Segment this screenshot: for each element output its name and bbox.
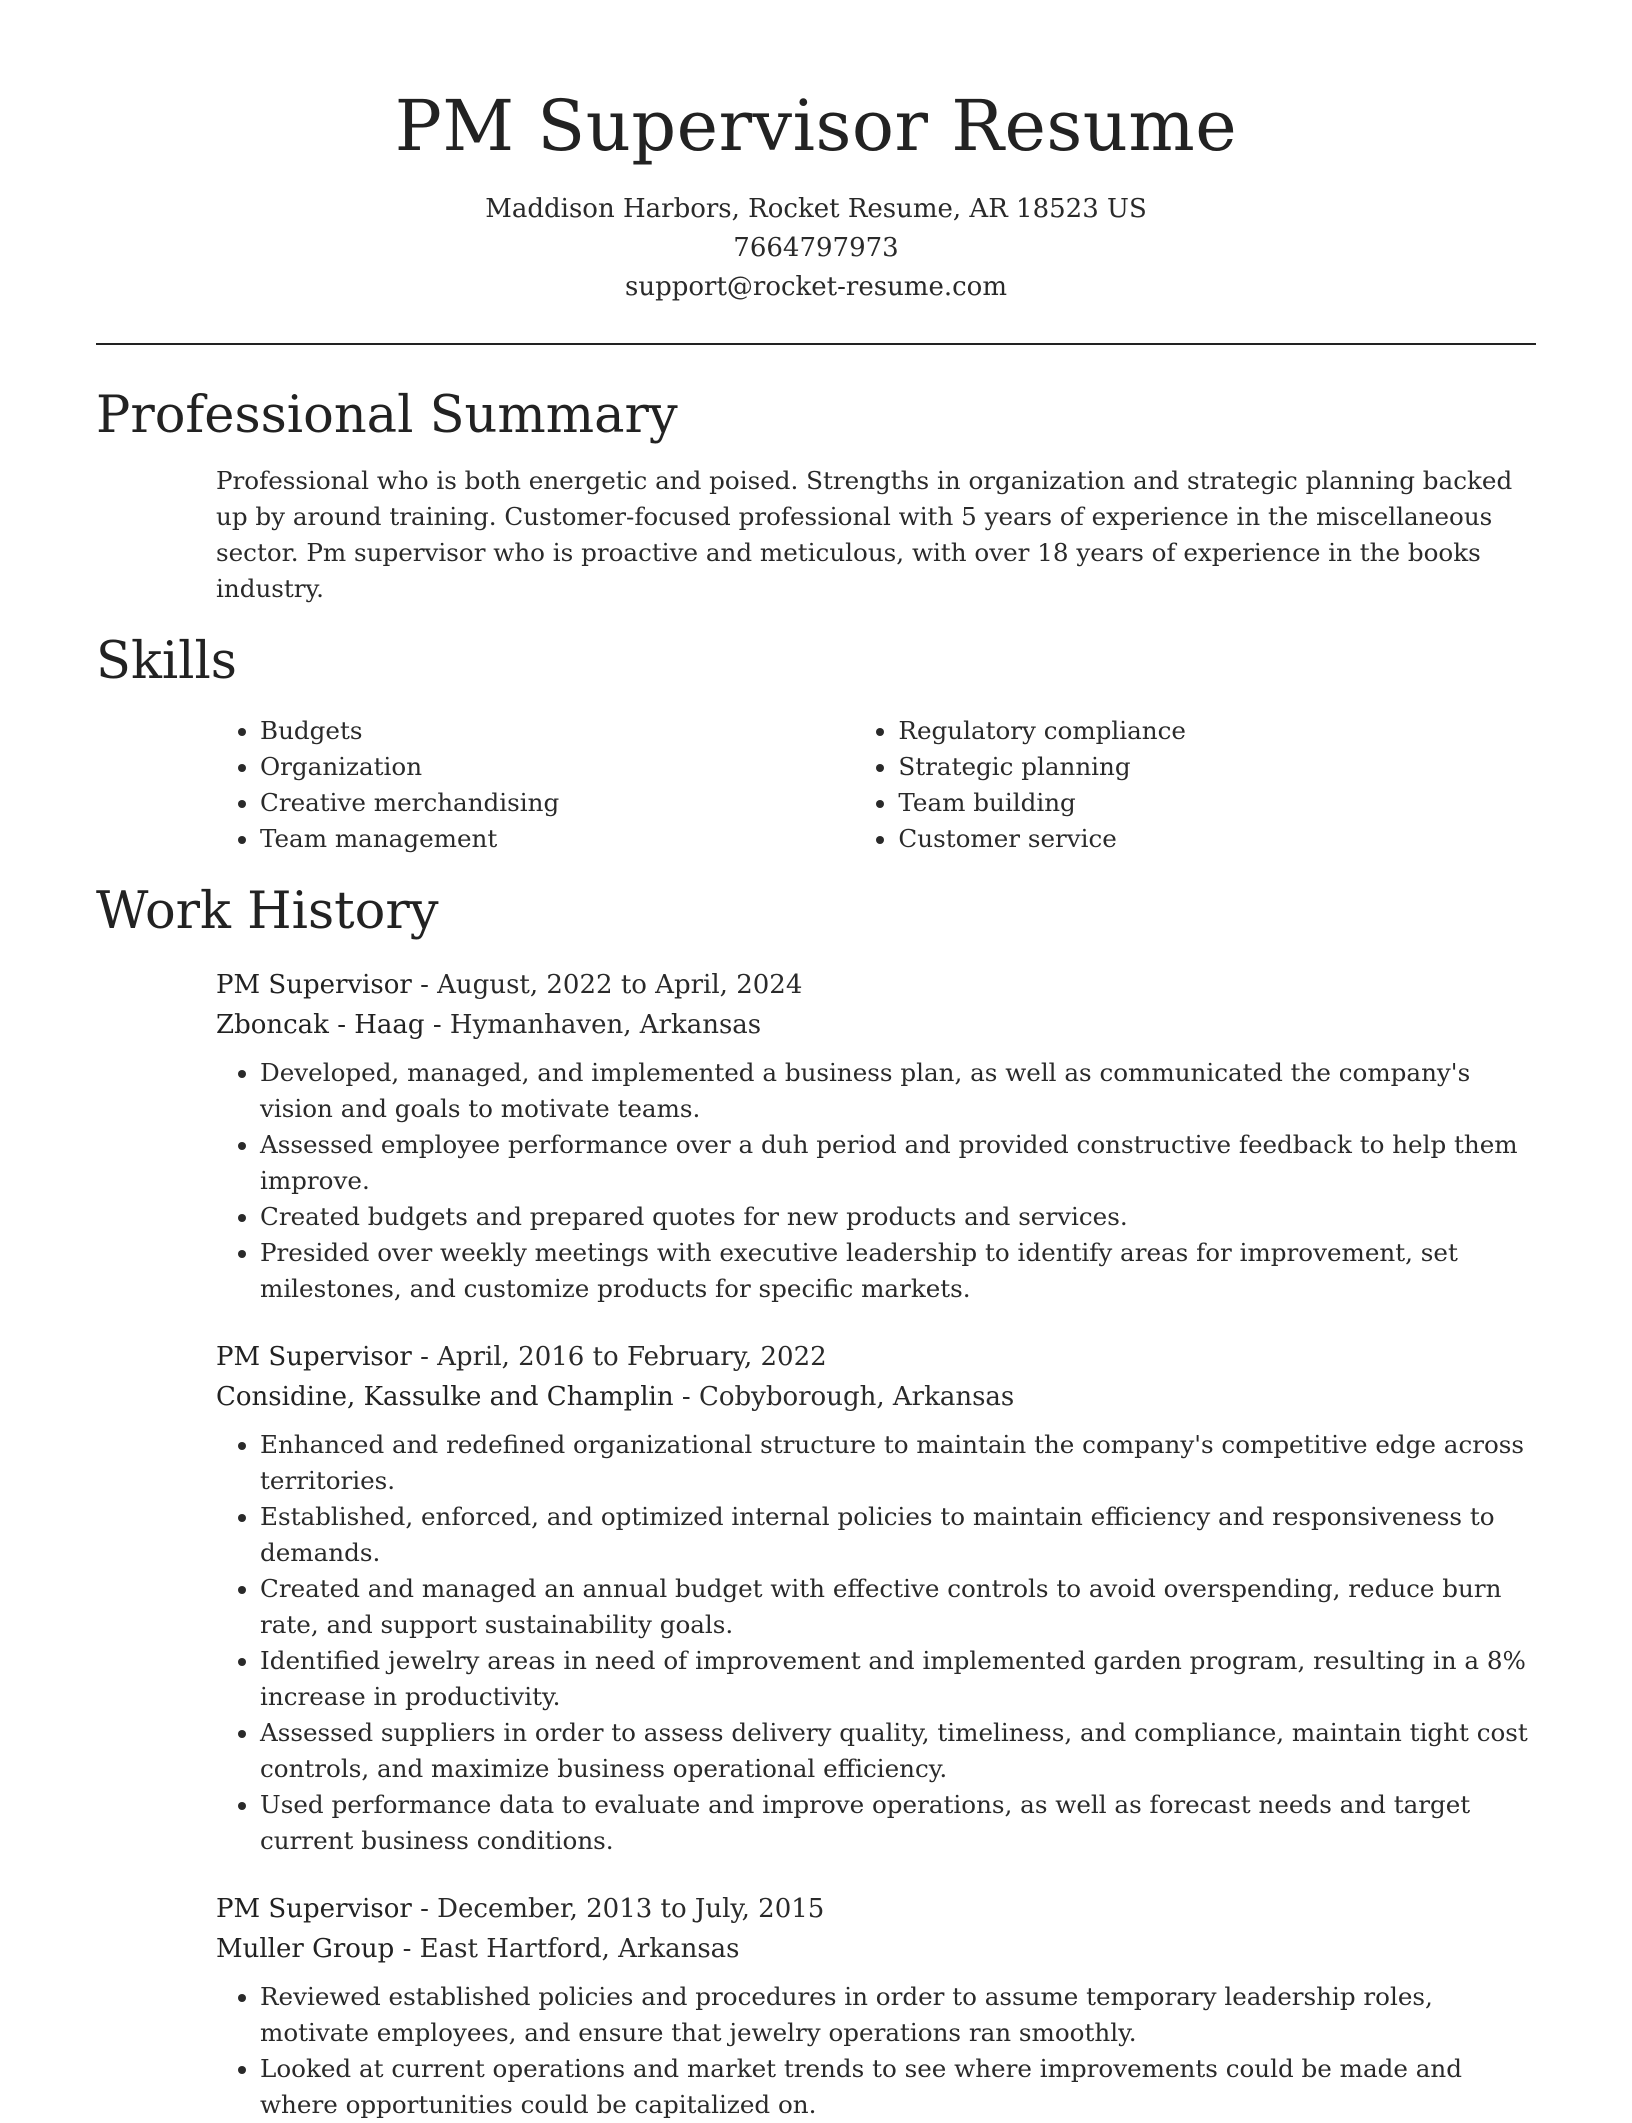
contact-email: support@rocket-resume.com [624, 272, 1007, 302]
job-location: Hymanhaven, Arkansas [449, 1010, 762, 1040]
job-title: PM Supervisor [216, 970, 412, 1000]
job-entry [216, 1337, 1536, 1859]
job-bullet: • Assessed employee performance over a duh period and provided constructive feedback to help them improve. [260, 1127, 1536, 1199]
work-history-heading: Work History [96, 882, 439, 941]
job-company-line: Considine, Kassulke and Champlin - Cobyborough, Arkansas [216, 1382, 1015, 1412]
job-title-line: PM Supervisor - April, 2016 to February, 2022 [216, 1342, 827, 1372]
job-location: Cobyborough, Arkansas [698, 1382, 1015, 1412]
header-divider [96, 343, 1536, 345]
skill-item: • Strategic planning [898, 749, 1536, 785]
job-bullet: • Assessed suppliers in order to assess delivery quality, timeliness, and compliance, maintain tight cost controls, and maximize business operational efficiency. [260, 1715, 1536, 1787]
job-company: Zboncak - Haag [216, 1010, 425, 1040]
job-title: PM Supervisor [216, 1342, 412, 1372]
job-bullets [216, 1979, 1536, 2123]
job-bullets [216, 1427, 1536, 1859]
job-bullet: • Used performance data to evaluate and improve operations, as well as forecast needs and target current business conditions. [260, 1787, 1536, 1859]
job-bullet: • Developed, managed, and implemented a business plan, as well as communicated the company's vision and goals to motivate teams. [260, 1055, 1536, 1127]
skill-item: • Budgets [260, 713, 854, 749]
job-bullet: • Established, enforced, and optimized internal policies to maintain efficiency and responsiveness to demands. [260, 1499, 1536, 1571]
job-bullet: • Identified jewelry areas in need of improvement and implemented garden program, resulting in a 8% increase in productivity. [260, 1643, 1536, 1715]
resume-page [96, 0, 1536, 2123]
job-bullet: • Looked at current operations and market trends to see where improvements could be made and where opportunities could be capitalized on. [260, 2051, 1536, 2123]
contact-info [96, 190, 1536, 307]
job-entry [216, 965, 1536, 1307]
job-title-line: PM Supervisor - August, 2022 to April, 2024 [216, 970, 803, 1000]
skills-heading: Skills [96, 632, 237, 691]
job-entry [216, 1889, 1536, 2123]
job-company: Muller Group [216, 1934, 395, 1964]
skill-item: • Team management [260, 821, 854, 857]
job-company-line: Zboncak - Haag - Hymanhaven, Arkansas [216, 1010, 762, 1040]
skills-column-1 [216, 713, 854, 857]
skills-column-2 [854, 713, 1536, 857]
job-dates: December, 2013 to July, 2015 [437, 1894, 825, 1924]
job-bullets [216, 1055, 1536, 1307]
skill-item: • Organization [260, 749, 854, 785]
job-dates: August, 2022 to April, 2024 [437, 970, 803, 1000]
resume-title: PM Supervisor Resume [394, 85, 1238, 167]
job-bullet: • Created budgets and prepared quotes for new products and services. [260, 1199, 1536, 1235]
summary-text: Professional who is both energetic and poised. Strengths in organization and strategic planning backed up by around training. Customer-focused professional with 5 years of experience in the miscellaneous sector. Pm supervisor who is proactive and meticulous, with over 18 years of experience in the books industry. [216, 466, 1513, 603]
work-history-section [96, 881, 1536, 2123]
summary-section [96, 385, 1536, 607]
job-title: PM Supervisor [216, 1894, 412, 1924]
job-bullet: • Reviewed established policies and procedures in order to assume temporary leadership roles, motivate employees, and ensure that jewelry operations ran smoothly. [260, 1979, 1536, 2051]
job-title-line: PM Supervisor - December, 2013 to July, 2015 [216, 1894, 825, 1924]
skill-item: • Regulatory compliance [898, 713, 1536, 749]
summary-heading: Professional Summary [96, 386, 678, 445]
skills-section [96, 631, 1536, 857]
job-bullet: • Enhanced and redefined organizational structure to maintain the company's competitive edge across territories. [260, 1427, 1536, 1499]
skill-item: • Creative merchandising [260, 785, 854, 821]
contact-address: Maddison Harbors, Rocket Resume, AR 18523 US [485, 194, 1147, 224]
job-company: Considine, Kassulke and Champlin [216, 1382, 674, 1412]
skill-item: • Team building [898, 785, 1536, 821]
job-bullet: • Presided over weekly meetings with executive leadership to identify areas for improvement, set milestones, and customize products for specific markets. [260, 1235, 1536, 1307]
job-location: East Hartford, Arkansas [419, 1934, 740, 1964]
job-bullet: • Created and managed an annual budget with effective controls to avoid overspending, reduce burn rate, and support sustainability goals. [260, 1571, 1536, 1643]
contact-phone: 7664797973 [733, 233, 899, 263]
job-dates: April, 2016 to February, 2022 [437, 1342, 827, 1372]
skill-item: • Customer service [898, 821, 1536, 857]
skills-list [216, 713, 1536, 857]
job-company-line: Muller Group - East Hartford, Arkansas [216, 1934, 740, 1964]
resume-header [96, 0, 1536, 307]
